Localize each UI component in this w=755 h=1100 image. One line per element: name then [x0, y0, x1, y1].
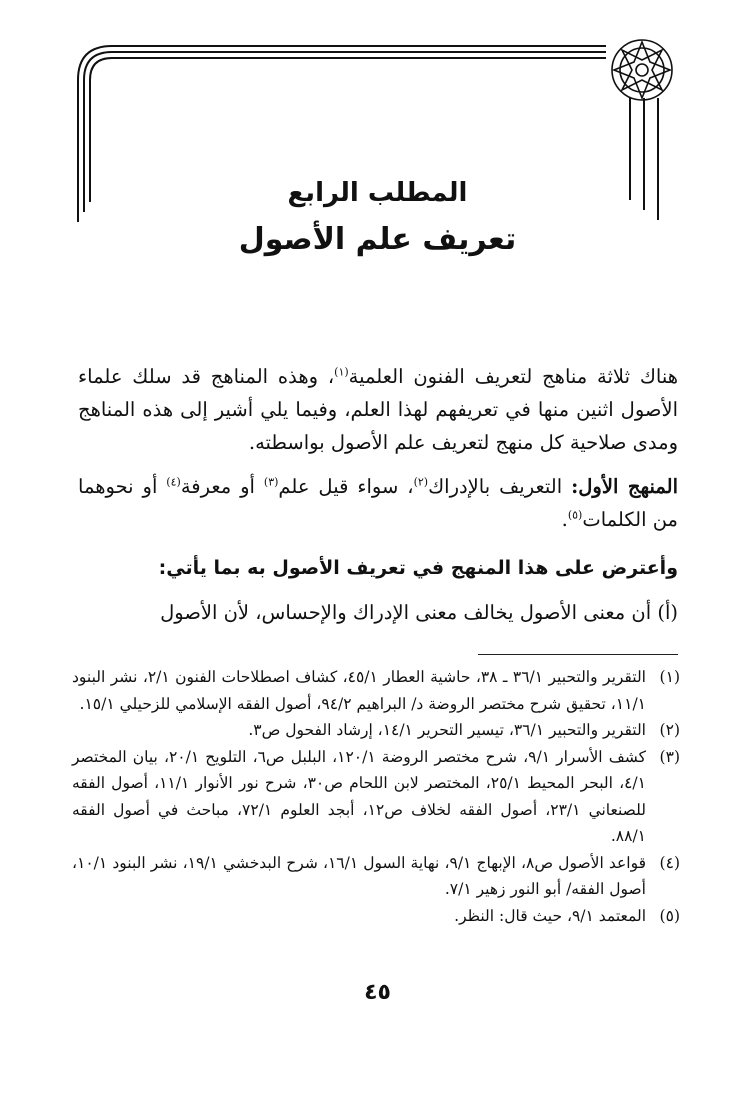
footnote-number: (٢): [659, 721, 680, 739]
footnote-number: (١): [659, 668, 680, 686]
footnotes-list: [72, 664, 680, 929]
footnote-ref: (٣): [263, 475, 279, 489]
footnote-item: [72, 664, 680, 717]
footnote-item: [72, 850, 680, 903]
footnote-text: المعتمد ٩/١، حيث قال: النظر.: [454, 906, 646, 925]
method-lead: المنهج الأول:: [571, 475, 679, 498]
footnote-text: التقرير والتحبير ٣٦/١ ـ ٣٨، حاشية العطار ٤٥/١، كشاف اصطلاحات الفنون ٢/١، نشر البنود ١١/١، تحقيق شرح مختصر الروضة د/ البراهيم ٩٤/٢، أصول الفقه الإسلامي للزحيلي ١٥/١.: [72, 668, 646, 713]
footnote-text: التقرير والتحبير ٣٦/١، تيسير التحرير ١٤/١، إرشاد الفحول ص٣.: [248, 721, 646, 739]
footnote-item: [72, 744, 680, 850]
footnote-item: [72, 903, 680, 930]
footnote-number: (٥): [659, 906, 680, 925]
page-number: ٤٥: [364, 980, 391, 1005]
section-title: المطلب الرابع: [287, 178, 468, 208]
intro-paragraph: هناك ثلاثة مناهج لتعريف الفنون العلمية$^{(١)}$، وهذه المناهج قد سلك علماء الأصول اثنين منها في تعريفهم لهذا العلم، وفيما يلي أشير إلى هذه المناهج ومدى صلاحية كل منهج لتعريف علم الأصول بواسطته.: [78, 365, 678, 454]
objection-paragraph: (أ) أن معنى الأصول يخالف معنى الإدراك والإحساس، لأن الأصول: [160, 601, 678, 624]
section-subtitle: تعريف علم الأصول: [238, 222, 517, 257]
star-ornament-icon: [612, 40, 672, 100]
footnote-number: (٣): [659, 747, 680, 766]
footnote-text: كشف الأسرار ٩/١، شرح مختصر الروضة ١٢٠/١، البلبل ص٦، التلويح ٢٠/١، بيان المختصر ٤/١، البحر المحيط ٢٥/١، المختصر لابن اللحام ص٣٠، شرح نور الأنوار ١١/١، أصول الفقه للصنعاني ٢٣/١، أصول الفقه لخلاف ص١٢، أبجد العلوم ٧٢/١، مباحث في أصول الفقه ٨٨/١.: [72, 747, 646, 845]
objection-heading: وأعترض على هذا المنهج في تعريف الأصول به بما يأتي:: [158, 557, 678, 579]
footnote-ref: (٤): [166, 475, 181, 489]
footnote-number: (٤): [659, 853, 680, 872]
footnote-divider: [478, 654, 678, 655]
footnote-ref: (٥): [567, 508, 583, 522]
first-method-paragraph: المنهج الأول: التعريف بالإدراك$^{(٢)}$، سواء قيل علم$^{(٣)}$ أو معرفة$^{(٤)}$ أو نحوهما من الكلمات$^{(٥)}$.: [78, 475, 679, 531]
footnote-text: قواعد الأصول ص٨، الإبهاج ٩/١، نهاية السول ١٦/١، شرح البدخشي ١٩/١، نشر البنود ١٠/١، أصول الفقه/ أبو النور زهير ٧/١.: [72, 853, 647, 898]
footnote-item: [72, 717, 680, 744]
footnote-ref: (١): [334, 365, 349, 379]
footnote-ref: (٢): [413, 475, 429, 489]
